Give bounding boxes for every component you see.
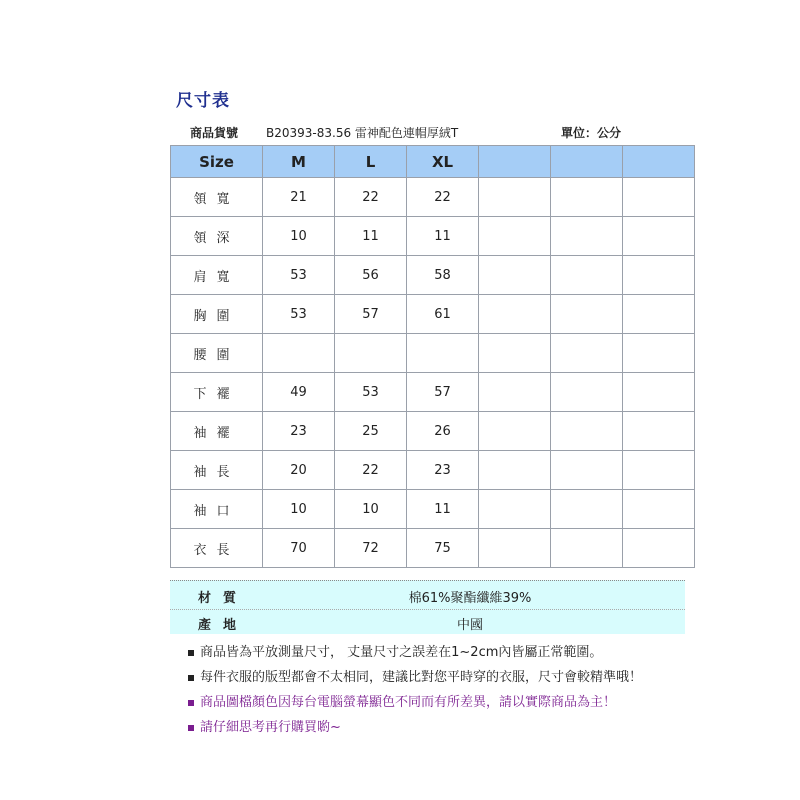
- table-cell: [551, 451, 623, 490]
- table-cell: 61: [407, 295, 479, 334]
- table-cell: 72: [335, 529, 407, 568]
- table-cell: [479, 295, 551, 334]
- bullet-icon: [188, 725, 194, 731]
- table-cell: 22: [335, 451, 407, 490]
- table-row: [171, 529, 695, 568]
- note-item: [188, 670, 642, 695]
- table-cell: 10: [263, 217, 335, 256]
- table-cell: 56: [335, 256, 407, 295]
- header-empty: [479, 146, 551, 178]
- table-cell: 21: [263, 178, 335, 217]
- material-value: 棉61%聚酯纖維39%: [408, 591, 532, 606]
- table-cell: [623, 529, 695, 568]
- table-cell: 10: [335, 490, 407, 529]
- bullet-icon: [188, 700, 194, 706]
- header-xl: XL: [407, 146, 479, 178]
- table-cell: [623, 412, 695, 451]
- table-row: [171, 373, 695, 412]
- table-cell: [551, 490, 623, 529]
- origin-label: 產地: [198, 618, 249, 633]
- note-item: [188, 695, 642, 720]
- table-cell: [479, 217, 551, 256]
- table-cell: [479, 412, 551, 451]
- size-table: [170, 145, 695, 568]
- table-cell: [623, 295, 695, 334]
- table-cell: [551, 295, 623, 334]
- table-cell: 11: [407, 490, 479, 529]
- row-label: 領深: [171, 217, 263, 256]
- row-label: 腰圍: [171, 334, 263, 373]
- size-header-row: [171, 146, 695, 178]
- table-cell: 57: [407, 373, 479, 412]
- material-section: [170, 580, 685, 634]
- origin-value: 中國: [456, 618, 483, 633]
- table-cell: 57: [335, 295, 407, 334]
- table-cell: [479, 529, 551, 568]
- table-cell: 58: [407, 256, 479, 295]
- bullet-icon: [188, 650, 194, 656]
- table-cell: [479, 451, 551, 490]
- table-row: [171, 178, 695, 217]
- table-cell: 25: [335, 412, 407, 451]
- table-cell: 22: [407, 178, 479, 217]
- note-text: 商品皆為平放測量尺寸， 丈量尺寸之誤差在1~2cm內皆屬正常範圍。: [200, 645, 603, 660]
- table-cell: 20: [263, 451, 335, 490]
- table-cell: [551, 217, 623, 256]
- table-cell: [623, 256, 695, 295]
- table-cell: [479, 373, 551, 412]
- page-title: 尺寸表: [176, 91, 230, 111]
- unit-label: 單位：公分: [561, 126, 622, 140]
- table-cell: [623, 373, 695, 412]
- table-cell: 75: [407, 529, 479, 568]
- table-cell: 53: [335, 373, 407, 412]
- table-cell: [551, 373, 623, 412]
- table-cell: 22: [335, 178, 407, 217]
- row-label: 下襬: [171, 373, 263, 412]
- row-label: 袖口: [171, 490, 263, 529]
- note-text: 每件衣服的版型都會不太相同，建議比對您平時穿的衣服，尺寸會較精準哦！: [200, 670, 643, 685]
- table-cell: [551, 334, 623, 373]
- table-cell: [479, 334, 551, 373]
- table-cell: [407, 334, 479, 373]
- header-l: L: [335, 146, 407, 178]
- table-cell: 70: [263, 529, 335, 568]
- row-label: 衣長: [171, 529, 263, 568]
- table-cell: 53: [263, 295, 335, 334]
- note-item: [188, 720, 642, 745]
- note-item: [188, 645, 642, 670]
- product-code-label: 商品貨號: [190, 126, 239, 140]
- table-cell: [551, 529, 623, 568]
- note-text: 請仔細思考再行購買喲~: [200, 720, 341, 735]
- table-row: [171, 451, 695, 490]
- table-cell: 11: [335, 217, 407, 256]
- header-empty: [623, 146, 695, 178]
- table-cell: [551, 256, 623, 295]
- product-name: B20393-83.56 雷神配色連帽厚絨T: [266, 126, 459, 140]
- note-text: 商品圖檔顏色因每台電腦螢幕顯色不同而有所差異，請以實際商品為主！: [200, 695, 617, 710]
- table-row: [171, 334, 695, 373]
- table-cell: 11: [407, 217, 479, 256]
- table-cell: [479, 178, 551, 217]
- material-label: 材質: [198, 591, 249, 606]
- header-empty: [551, 146, 623, 178]
- row-label: 胸圍: [171, 295, 263, 334]
- table-cell: [623, 334, 695, 373]
- table-cell: [623, 178, 695, 217]
- table-cell: 49: [263, 373, 335, 412]
- origin-row: [170, 609, 685, 636]
- table-row: [171, 256, 695, 295]
- table-cell: [479, 490, 551, 529]
- table-row: [171, 412, 695, 451]
- table-row: [171, 490, 695, 529]
- row-label: 肩寬: [171, 256, 263, 295]
- table-row: [171, 295, 695, 334]
- table-row: [171, 217, 695, 256]
- table-cell: [263, 334, 335, 373]
- table-cell: [623, 490, 695, 529]
- table-cell: [551, 412, 623, 451]
- row-label: 袖長: [171, 451, 263, 490]
- row-label: 領寬: [171, 178, 263, 217]
- bullet-icon: [188, 675, 194, 681]
- table-cell: [623, 217, 695, 256]
- table-cell: [335, 334, 407, 373]
- header-size: Size: [171, 146, 263, 178]
- row-label: 袖襬: [171, 412, 263, 451]
- table-cell: [551, 178, 623, 217]
- table-cell: 23: [263, 412, 335, 451]
- table-cell: 53: [263, 256, 335, 295]
- table-cell: 10: [263, 490, 335, 529]
- table-cell: 26: [407, 412, 479, 451]
- table-cell: 23: [407, 451, 479, 490]
- material-row: [170, 583, 685, 609]
- table-cell: [623, 451, 695, 490]
- header-m: M: [263, 146, 335, 178]
- notes-list: [188, 645, 642, 745]
- table-cell: [479, 256, 551, 295]
